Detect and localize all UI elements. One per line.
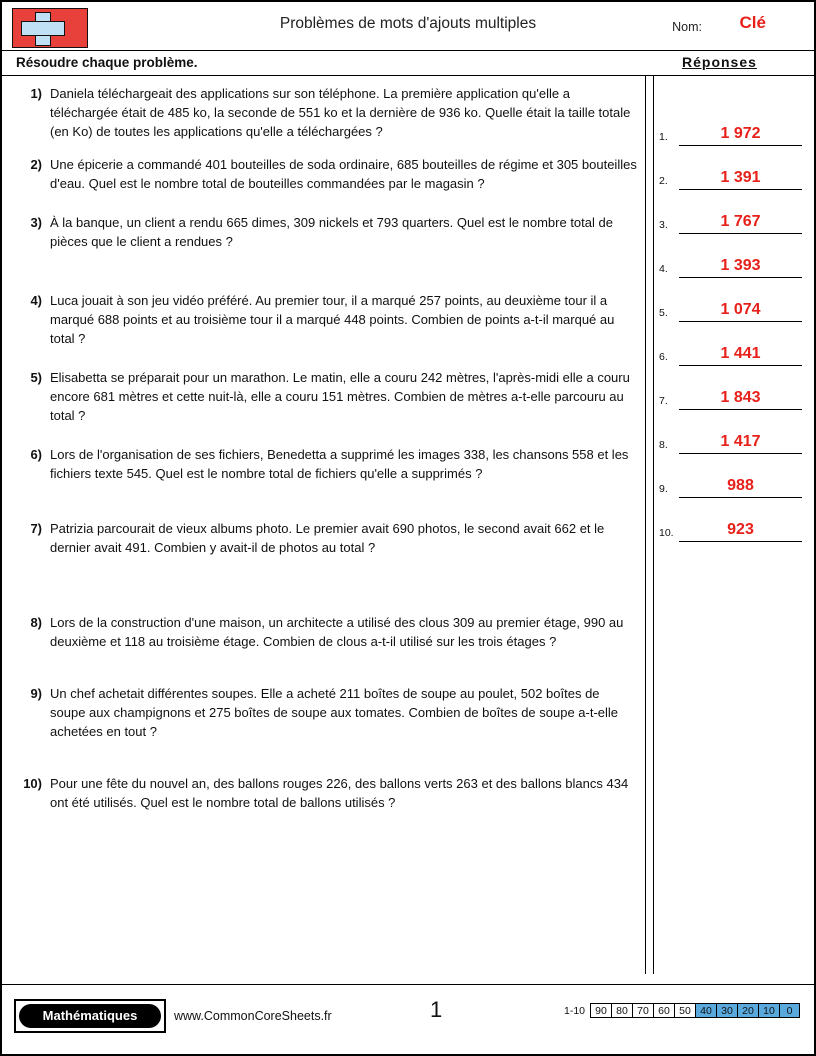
page-header [2,2,814,51]
scale-cell-0: 0 [779,1003,800,1018]
problem-item [14,613,637,651]
answer-value[interactable]: 1 441 [679,345,802,366]
answer-row [657,454,812,498]
problem-number: 4) [30,293,42,308]
answer-row [657,234,812,278]
problem-item [14,519,637,557]
scale-cell-60: 60 [653,1003,674,1018]
answer-value[interactable]: 923 [679,521,802,542]
answer-value[interactable]: 1 767 [679,213,802,234]
column-divider-left [645,76,646,974]
answer-number: 5. [659,307,668,319]
problem-number: 9) [30,686,42,701]
answer-row [657,410,812,454]
problem-number: 3) [30,215,42,230]
answer-value[interactable]: 1 843 [679,389,802,410]
answer-row [657,146,812,190]
problem-item [14,774,637,812]
problem-item [14,445,637,483]
scale-range-label: 1-10 [563,1005,585,1017]
brand-box [14,999,166,1033]
answers-heading: Réponses [682,54,757,70]
answer-number: 8. [659,439,668,451]
problem-item [14,684,637,741]
scale-cell-70: 70 [632,1003,653,1018]
problem-item [14,368,637,425]
answer-row [657,278,812,322]
problem-text: Elisabetta se préparait pour un marathon. Le matin, elle a couru 242 mètres, l'après-midi elle a couru encore 681 mètres et cette nuit-là, elle a couru 151 mètres. Combien de mètres a-t-elle parcouru au total ? [50,370,630,423]
answer-number: 3. [659,219,668,231]
problem-text: Patrizia parcourait de vieux albums photo. Le premier avait 690 photos, le second avait 662 et le dernier avait 491. Combien y avait-il de photos au total ? [50,521,605,555]
problem-number: 1) [30,86,42,101]
answer-row [657,366,812,410]
worksheet-body [2,76,814,984]
answer-value[interactable]: 988 [679,477,802,498]
page-footer [2,984,814,1055]
answer-value[interactable]: 1 972 [679,125,802,146]
brand-label: Mathématiques [19,1004,161,1028]
answer-number: 2. [659,175,668,187]
scale-cell-30: 30 [716,1003,737,1018]
instruction-text: Résoudre chaque problème. [16,55,198,70]
problem-item [14,213,637,251]
problem-number: 6) [30,447,42,462]
answer-number: 6. [659,351,668,363]
problem-number: 5) [30,370,42,385]
problem-text: Pour une fête du nouvel an, des ballons rouges 226, des ballons verts 263 et des ballons blancs 434 ont été utilisés. Quel est le nombre total de ballons utilisés ? [50,776,629,810]
scale-cell-90: 90 [590,1003,611,1018]
answer-number: 1. [659,131,668,143]
problem-text: Lors de la construction d'une maison, un architecte a utilisé des clous 309 au premier étage, 990 au deuxième et 118 au troisième étage. Combien de clous a-t-il utilisé sur les trois étages ? [50,615,624,649]
answer-value[interactable]: 1 417 [679,433,802,454]
problem-item [14,155,637,193]
problem-text: Une épicerie a commandé 401 bouteilles de soda ordinaire, 685 bouteilles de régime et 305 bouteilles d'eau. Quel est le nombre total de bouteilles commandées par le magasin ? [50,157,637,191]
problem-item [14,291,637,348]
problems-list [2,76,645,826]
problem-text: Lors de l'organisation de ses fichiers, Benedetta a supprimé les images 338, les chansons 558 et les fichiers texte 545. Quel est le nombre total de fichiers qu'elle a supprimés ? [50,447,629,481]
answer-value[interactable]: 1 074 [679,301,802,322]
instruction-bar [2,51,814,76]
answer-number: 7. [659,395,668,407]
problem-number: 10) [23,776,42,791]
scale-cell-10: 10 [758,1003,779,1018]
problem-text: Daniela téléchargeait des applications sur son téléphone. La première application qu'elle a téléchargée était de 485 ko, la seconde de 551 ko et la dernière de 936 ko. Quelle était la taille totale (en Ko) de toutes les applications qu'elle a téléchargées ? [50,86,631,139]
page-number: 1 [430,997,443,1022]
answer-row [657,190,812,234]
problem-number: 8) [30,615,42,630]
problem-text: Un chef achetait différentes soupes. Elle a acheté 211 boîtes de soupe au poulet, 502 boîtes de soupe aux champignons et 275 boîtes de soupe aux tomates. Combien de boîtes de soupe a-t-elle achetées en tout ? [50,686,619,739]
answer-number: 9. [659,483,668,495]
problem-item [14,84,637,141]
answer-number: 10. [659,527,674,539]
grading-scale [564,1003,800,1019]
page-title: Problèmes de mots d'ajouts multiples [279,15,537,32]
answers-column [657,102,812,542]
problem-number: 7) [30,521,42,536]
scale-cell-50: 50 [674,1003,695,1018]
answer-value[interactable]: 1 393 [679,257,802,278]
answer-row [657,322,812,366]
name-label: Nom: [672,20,702,34]
answer-value[interactable]: 1 391 [679,169,802,190]
scale-cell-40: 40 [695,1003,716,1018]
column-divider-right [653,76,654,974]
scale-cell-80: 80 [611,1003,632,1018]
problem-text: À la banque, un client a rendu 665 dimes, 309 nickels et 793 quarters. Quel est le nombre total de pièces que le client a rendues ? [50,215,613,249]
website-url: www.CommonCoreSheets.fr [174,1009,332,1023]
answer-number: 4. [659,263,668,275]
problem-text: Luca jouait à son jeu vidéo préféré. Au premier tour, il a marqué 257 points, au deuxième tour il a marqué 688 points et au troisième tour il a marqué 448 points. Combien de points a-t-il marqué au total ? [50,293,615,346]
answer-row [657,102,812,146]
name-value: Clé [739,13,766,32]
problem-number: 2) [30,157,42,172]
answer-row [657,498,812,542]
scale-cell-20: 20 [737,1003,758,1018]
